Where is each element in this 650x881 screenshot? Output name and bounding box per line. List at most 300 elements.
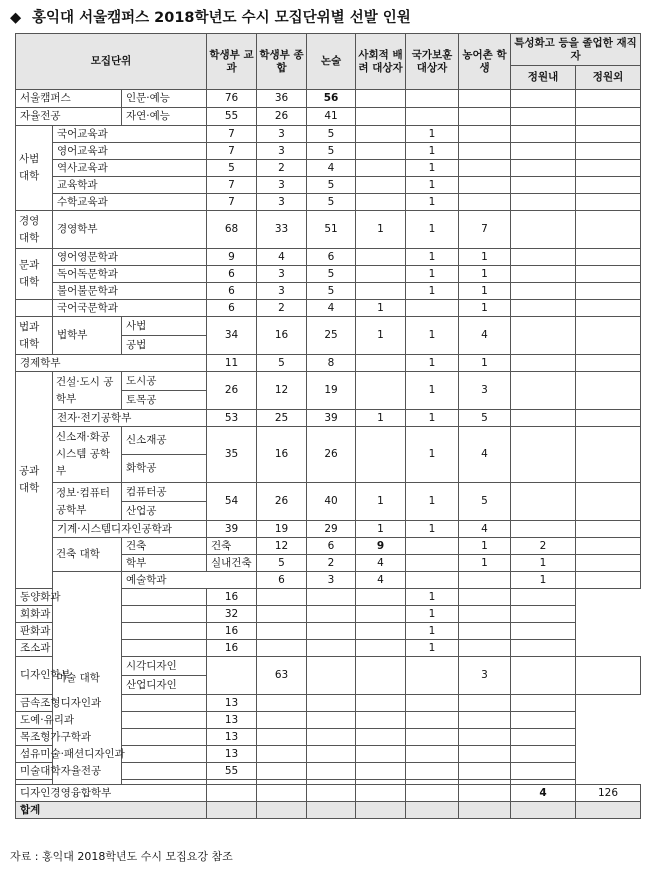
header-col4: 사회적 배려 대상자 — [356, 34, 406, 90]
table-row — [16, 300, 641, 317]
table-cell: 5 — [307, 126, 356, 143]
table-cell: 화학공 — [122, 455, 207, 483]
table-cell: 6 — [307, 538, 356, 555]
header-col7: 특성화고 등을 졸업한 재직자 — [511, 34, 641, 66]
admissions-table — [15, 33, 641, 819]
table-cell: 68 — [207, 211, 257, 249]
table-cell — [511, 657, 576, 695]
table-cell — [356, 355, 406, 372]
table-row — [16, 90, 641, 108]
group-arch: 건축 대학 — [53, 538, 122, 572]
table-row — [16, 317, 641, 336]
table-cell: 35 — [207, 427, 257, 483]
table-cell: 디자인경영융합학부 — [16, 785, 207, 802]
table-cell: 63 — [257, 657, 307, 695]
table-cell: 영어교육과 — [53, 143, 207, 160]
table-cell — [406, 763, 459, 780]
table-cell — [511, 300, 576, 317]
table-cell — [576, 538, 641, 555]
table-cell — [406, 90, 459, 108]
table-cell: 동양화과 — [16, 589, 122, 606]
table-cell: 12 — [257, 538, 307, 555]
table-cell — [356, 729, 406, 746]
table-cell — [576, 483, 641, 521]
table-cell: 1 — [459, 266, 511, 283]
table-cell: 1 — [406, 317, 459, 355]
table-cell: 126 — [576, 785, 641, 802]
table-cell — [257, 695, 307, 712]
table-cell — [511, 640, 576, 657]
table-cell — [207, 785, 257, 802]
table-cell: 1 — [406, 177, 459, 194]
table-cell: 1 — [356, 211, 406, 249]
table-cell — [459, 623, 511, 640]
table-cell: 미술대학자율전공 — [16, 763, 122, 780]
table-cell: 13 — [207, 746, 257, 763]
table-cell — [356, 640, 406, 657]
table-cell — [511, 177, 576, 194]
table-cell — [576, 410, 641, 427]
table-cell: 36 — [257, 90, 307, 108]
table-cell: 6 — [307, 249, 356, 266]
table-cell: 4 — [257, 249, 307, 266]
table-row — [16, 266, 641, 283]
table-cell: 7 — [207, 177, 257, 194]
header-col2: 학생부 종합 — [257, 34, 307, 90]
table-cell — [511, 410, 576, 427]
table-cell — [257, 589, 307, 606]
table-cell — [576, 194, 641, 211]
group-biz: 경영 대학 — [16, 211, 53, 249]
table-cell: 예술학과 — [122, 572, 257, 589]
table-cell: 신소재·화공시스템 공학부 — [53, 427, 122, 483]
table-cell: 5 — [459, 483, 511, 521]
table-cell — [257, 606, 307, 623]
table-cell — [257, 746, 307, 763]
table-cell: 25 — [257, 410, 307, 427]
table-cell — [511, 108, 576, 126]
table-cell — [406, 538, 459, 555]
table-cell — [511, 427, 576, 483]
table-cell — [511, 589, 576, 606]
table-cell — [576, 249, 641, 266]
table-cell: 회화과 — [16, 606, 122, 623]
table-cell — [356, 90, 406, 108]
table-cell — [576, 372, 641, 410]
table-cell: 인문·예능 — [122, 90, 207, 108]
table-row — [16, 177, 641, 194]
table-cell — [307, 785, 356, 802]
table-cell: 2 — [257, 300, 307, 317]
table-cell — [576, 160, 641, 177]
table-cell: 법학부 — [53, 317, 122, 355]
table-cell — [356, 160, 406, 177]
table-cell: 4 — [459, 521, 511, 538]
table-cell — [356, 143, 406, 160]
table-cell: 1 — [406, 249, 459, 266]
table-row — [16, 410, 641, 427]
table-row — [16, 427, 641, 455]
table-cell — [511, 802, 576, 819]
table-cell: 실내건축 — [207, 555, 257, 572]
table-cell — [356, 194, 406, 211]
table-cell: 4 — [459, 427, 511, 483]
table-cell — [576, 300, 641, 317]
table-cell: 1 — [406, 521, 459, 538]
table-cell — [406, 802, 459, 819]
table-cell: 51 — [307, 211, 356, 249]
table-cell: 역사교육과 — [53, 160, 207, 177]
table-cell: 5 — [307, 266, 356, 283]
table-cell: 1 — [356, 410, 406, 427]
table-cell — [356, 108, 406, 126]
group-lit: 문과 대학 — [16, 249, 53, 300]
table-cell — [459, 763, 511, 780]
group-art: 미술 대학 — [53, 572, 122, 785]
table-cell: 1 — [356, 483, 406, 521]
table-cell: 조소과 — [16, 640, 122, 657]
table-cell — [459, 729, 511, 746]
table-row — [16, 143, 641, 160]
table-cell: 3 — [257, 126, 307, 143]
table-cell — [356, 657, 406, 695]
table-cell — [356, 712, 406, 729]
table-cell — [307, 802, 356, 819]
table-cell: 1 — [459, 283, 511, 300]
table-cell: 시각디자인 — [122, 657, 207, 676]
table-cell — [307, 712, 356, 729]
table-cell: 수학교육과 — [53, 194, 207, 211]
table-cell — [511, 623, 576, 640]
header-col7b: 정원외 — [576, 66, 641, 90]
table-cell — [576, 177, 641, 194]
table-cell: 9 — [207, 249, 257, 266]
table-cell: 목조형가구학과 — [16, 729, 122, 746]
table-cell: 56 — [307, 90, 356, 108]
table-row — [16, 483, 641, 502]
table-cell: 2 — [511, 538, 576, 555]
table-row — [16, 194, 641, 211]
table-cell — [576, 317, 641, 355]
table-row — [16, 785, 641, 802]
table-cell — [307, 640, 356, 657]
table-cell: 1 — [406, 410, 459, 427]
table-cell: 1 — [356, 521, 406, 538]
table-cell — [459, 108, 511, 126]
table-cell — [576, 283, 641, 300]
table-cell: 1 — [459, 300, 511, 317]
table-cell: 1 — [406, 194, 459, 211]
group-law: 법과 대학 — [16, 317, 53, 355]
table-row — [16, 712, 641, 729]
table-cell: 도시공 — [122, 372, 207, 391]
table-cell — [511, 695, 576, 712]
table-cell: 33 — [257, 211, 307, 249]
table-cell: 16 — [207, 623, 257, 640]
table-cell: 5 — [307, 283, 356, 300]
table-cell — [576, 266, 641, 283]
table-cell: 5 — [307, 143, 356, 160]
title-text: 홍익대 서울캠퍼스 2018학년도 수시 모집단위별 선발 인원 — [32, 10, 411, 26]
table-cell — [459, 572, 511, 589]
table-cell: 1 — [459, 555, 511, 572]
table-cell: 1 — [459, 249, 511, 266]
table-cell: 3 — [307, 572, 356, 589]
diamond-bullet-icon: ◆ — [10, 10, 22, 26]
table-cell: 1 — [459, 355, 511, 372]
table-cell: 26 — [257, 108, 307, 126]
table-cell — [122, 589, 207, 606]
table-cell: 39 — [307, 410, 356, 427]
total-row — [16, 802, 641, 819]
table-cell: 3 — [459, 372, 511, 410]
table-cell: 4 — [307, 160, 356, 177]
table-cell: 경영학부 — [53, 211, 207, 249]
table-cell — [122, 623, 207, 640]
table-cell — [122, 712, 207, 729]
table-cell: 53 — [207, 410, 257, 427]
table-cell — [511, 606, 576, 623]
table-cell — [257, 640, 307, 657]
table-cell — [307, 763, 356, 780]
table-cell: 6 — [207, 283, 257, 300]
table-cell — [356, 266, 406, 283]
header-unit: 모집단위 — [16, 34, 207, 90]
table-cell — [576, 355, 641, 372]
group-edu: 사범 대학 — [16, 126, 53, 211]
table-cell — [459, 126, 511, 143]
table-cell: 29 — [307, 521, 356, 538]
table-cell: 산업공 — [122, 502, 207, 521]
table-row — [16, 283, 641, 300]
table-cell: 3 — [257, 266, 307, 283]
table-cell — [511, 729, 576, 746]
table-cell: 영어영문학과 — [53, 249, 207, 266]
table-cell — [356, 746, 406, 763]
table-cell — [122, 640, 207, 657]
table-cell — [576, 427, 641, 483]
table-cell: 5 — [459, 410, 511, 427]
table-cell — [406, 572, 459, 589]
table-cell — [356, 763, 406, 780]
table-cell — [16, 300, 53, 317]
table-cell — [459, 695, 511, 712]
table-cell — [511, 90, 576, 108]
table-cell: 6 — [257, 572, 307, 589]
table-cell: 토목공 — [122, 391, 207, 410]
table-cell: 4 — [356, 555, 406, 572]
table-cell — [511, 194, 576, 211]
table-cell: 국어국문학과 — [53, 300, 207, 317]
table-cell — [576, 126, 641, 143]
table-cell: 1 — [406, 483, 459, 521]
table-cell — [122, 746, 207, 763]
table-row — [16, 572, 641, 589]
table-cell — [576, 143, 641, 160]
table-cell — [406, 695, 459, 712]
table-cell: 1 — [406, 266, 459, 283]
table-cell: 4 — [307, 300, 356, 317]
table-cell — [511, 521, 576, 538]
table-cell — [406, 555, 459, 572]
table-cell: 1 — [406, 355, 459, 372]
table-cell: 7 — [459, 211, 511, 249]
table-cell — [459, 640, 511, 657]
table-cell — [511, 483, 576, 521]
table-cell: 5 — [207, 160, 257, 177]
table-cell: 3 — [257, 283, 307, 300]
table-cell: 16 — [257, 317, 307, 355]
table-cell: 26 — [207, 372, 257, 410]
table-row — [16, 126, 641, 143]
table-cell — [257, 712, 307, 729]
group-eng: 공과 대학 — [16, 372, 53, 589]
table-cell: 신소재공 — [122, 427, 207, 455]
table-cell — [576, 90, 641, 108]
table-cell: 건축 — [207, 538, 257, 555]
table-cell: 금속조형디자인과 — [16, 695, 122, 712]
table-cell: 41 — [307, 108, 356, 126]
table-cell: 도예·유리과 — [16, 712, 122, 729]
table-cell — [207, 802, 257, 819]
table-cell: 독어독문학과 — [53, 266, 207, 283]
table-cell: 판화과 — [16, 623, 122, 640]
table-cell: 학부 — [122, 555, 207, 572]
table-cell — [307, 589, 356, 606]
table-cell — [307, 606, 356, 623]
table-row — [16, 249, 641, 266]
table-cell — [459, 606, 511, 623]
table-row — [16, 521, 641, 538]
table-cell: 교육학과 — [53, 177, 207, 194]
table-cell — [406, 300, 459, 317]
table-cell — [307, 657, 356, 695]
table-cell — [406, 657, 459, 695]
table-cell: 디자인학부 — [16, 657, 53, 695]
table-cell: 사법 — [122, 317, 207, 336]
header-col7a: 정원내 — [511, 66, 576, 90]
table-cell: 7 — [207, 126, 257, 143]
table-cell: 전자·전기공학부 — [53, 410, 207, 427]
table-cell: 기계·시스템디자인공학과 — [53, 521, 207, 538]
table-row — [16, 372, 641, 391]
table-cell — [207, 657, 257, 695]
table-cell — [511, 355, 576, 372]
table-cell — [576, 555, 641, 572]
table-cell: 국어교육과 — [53, 126, 207, 143]
table-cell: 19 — [257, 521, 307, 538]
table-cell — [122, 606, 207, 623]
table-cell — [576, 657, 641, 695]
table-cell — [459, 143, 511, 160]
table-cell — [459, 589, 511, 606]
table-cell: 39 — [207, 521, 257, 538]
table-cell — [459, 177, 511, 194]
table-cell — [307, 695, 356, 712]
table-cell: 40 — [307, 483, 356, 521]
table-cell: 자율전공 — [16, 108, 122, 126]
table-cell: 6 — [207, 266, 257, 283]
table-cell — [356, 249, 406, 266]
table-cell: 1 — [406, 640, 459, 657]
table-cell: 12 — [257, 372, 307, 410]
table-cell — [576, 802, 641, 819]
table-row — [16, 108, 641, 126]
table-cell: 5 — [307, 194, 356, 211]
table-cell — [356, 427, 406, 483]
table-cell — [511, 372, 576, 410]
table-cell — [511, 712, 576, 729]
table-cell: 공법 — [122, 336, 207, 355]
table-row — [16, 623, 641, 640]
table-cell: 55 — [207, 763, 257, 780]
table-cell: 19 — [307, 372, 356, 410]
table-cell — [576, 211, 641, 249]
table-cell: 1 — [406, 372, 459, 410]
table-cell — [511, 211, 576, 249]
table-row — [16, 606, 641, 623]
table-cell — [459, 194, 511, 211]
table-cell: 1 — [406, 606, 459, 623]
table-cell: 1 — [406, 427, 459, 483]
table-cell: 1 — [406, 160, 459, 177]
page-title — [10, 6, 640, 30]
table-cell: 3 — [257, 194, 307, 211]
table-cell — [356, 126, 406, 143]
table-cell: 산업디자인 — [122, 676, 207, 695]
table-cell: 1 — [356, 317, 406, 355]
table-cell — [257, 623, 307, 640]
table-cell — [511, 283, 576, 300]
table-row — [16, 589, 641, 606]
table-cell: 건설·도시 공학부 — [53, 372, 122, 410]
table-cell: 3 — [459, 657, 511, 695]
table-cell — [356, 177, 406, 194]
table-cell: 서울캠퍼스 — [16, 90, 122, 108]
table-cell: 26 — [307, 427, 356, 483]
table-row — [16, 355, 641, 372]
table-cell — [406, 785, 459, 802]
table-cell: 9 — [356, 538, 406, 555]
table-cell — [511, 249, 576, 266]
table-cell: 26 — [257, 483, 307, 521]
table-cell — [122, 763, 207, 780]
table-cell — [257, 785, 307, 802]
table-cell — [511, 160, 576, 177]
table-cell: 컴퓨터공 — [122, 483, 207, 502]
table-cell — [511, 126, 576, 143]
table-cell — [511, 763, 576, 780]
table-cell: 4 — [511, 785, 576, 802]
table-cell: 1 — [406, 143, 459, 160]
table-cell — [459, 746, 511, 763]
table-cell: 7 — [207, 194, 257, 211]
table-cell — [356, 695, 406, 712]
table-cell — [511, 317, 576, 355]
table-cell — [459, 160, 511, 177]
table-cell: 경제학부 — [16, 355, 207, 372]
table-cell — [459, 802, 511, 819]
table-cell: 8 — [307, 355, 356, 372]
table-cell: 5 — [257, 555, 307, 572]
table-cell: 2 — [307, 555, 356, 572]
table-cell: 11 — [207, 355, 257, 372]
table-cell — [257, 802, 307, 819]
table-cell — [356, 372, 406, 410]
table-cell: 2 — [257, 160, 307, 177]
table-cell — [307, 623, 356, 640]
table-cell: 34 — [207, 317, 257, 355]
